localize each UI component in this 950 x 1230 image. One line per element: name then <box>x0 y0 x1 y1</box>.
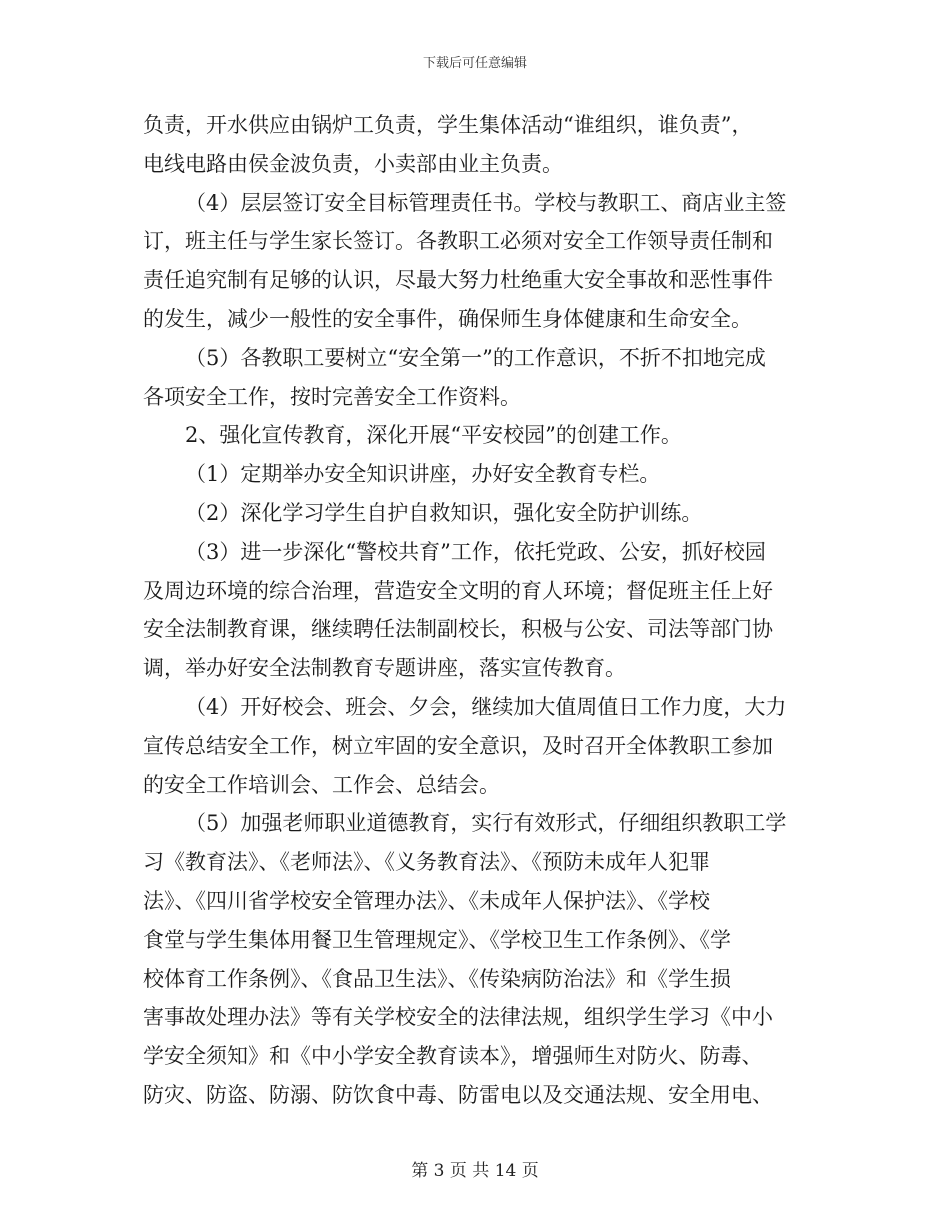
text-line: 防灾、防盗、防溺、防饮食中毒、防雷电以及交通法规、安全用电、 <box>143 1082 773 1107</box>
text-line: 的发生，减少一般性的安全事件，确保师生身体健康和生命安全。 <box>143 306 752 331</box>
text-line: 负责，开水供应由锅炉工负责，学生集体活动“谁组织，谁负责”， <box>143 113 753 137</box>
document-body <box>143 106 815 1115</box>
text-line: （4）开好校会、班会、夕会，继续加大值周值日工作力度，大力 <box>185 694 787 719</box>
text-line: 电线电路由侯金波负责，小卖部由业主负责。 <box>143 151 563 176</box>
text-line: 及周边环境的综合治理，营造安全文明的育人环境；督促班主任上好 <box>143 578 773 603</box>
page-footer: 第 3 页 共 14 页 <box>411 1161 539 1181</box>
text-line: 宣传总结安全工作，树立牢固的安全意识，及时召开全体教职工参加 <box>143 733 773 758</box>
page-header: 下载后可任意编辑 <box>422 56 527 71</box>
text-line: 校体育工作条例》、《食品卫生法》、《传染病防治法》和《学生损 <box>143 966 731 991</box>
text-line: （5）加强老师职业道德教育，实行有效形式，仔细组织教职工学 <box>185 811 787 836</box>
text-line: 订，班主任与学生家长签订。各教职工必须对安全工作领导责任制和 <box>143 229 773 254</box>
text-line: 的安全工作培训会、工作会、总结会。 <box>143 772 500 797</box>
text-line: （3）进一步深化“警校共育”工作，依托党政、公安，抓好校园 <box>185 539 766 564</box>
text-line: （5）各教职工要树立“安全第一”的工作意识，不折不扣地完成 <box>185 345 766 370</box>
text-line: 法》、《四川省学校安全管理办法》、《未成年人保护法》、《学校 <box>143 888 710 913</box>
text-line: （4）层层签订安全目标管理责任书。学校与教职工、商店业主签 <box>185 190 787 215</box>
text-line: 安全法制教育课，继续聘任法制副校长，积极与公安、司法等部门协 <box>143 617 773 642</box>
text-line: 习《教育法》、《老师法》、《义务教育法》、《预防未成年人犯罪 <box>143 850 710 875</box>
text-line: （1）定期举办安全知识讲座，办好安全教育专栏。 <box>185 462 661 487</box>
text-line: 害事故处理办法》等有关学校安全的法律法规，组织学生学习《中小 <box>143 1005 773 1030</box>
text-line: 调，举办好安全法制教育专题讲座，落实宣传教育。 <box>143 656 626 681</box>
text-line: 学安全须知》和《中小学安全教育读本》，增强师生对防火、防毒、 <box>143 1044 763 1069</box>
text-line: 食堂与学生集体用餐卫生管理规定》、《学校卫生工作条例》、《学 <box>143 927 731 952</box>
text-line: （2）深化学习学生自护自救知识，强化安全防护训练。 <box>185 500 703 525</box>
text-line: 2、强化宣传教育，深化开展“平安校园”的创建工作。 <box>185 423 682 448</box>
text-line: 各项安全工作，按时完善安全工作资料。 <box>143 384 521 409</box>
text-line: 责任追究制有足够的认识，尽最大努力杜绝重大安全事故和恶性事件 <box>143 268 773 293</box>
